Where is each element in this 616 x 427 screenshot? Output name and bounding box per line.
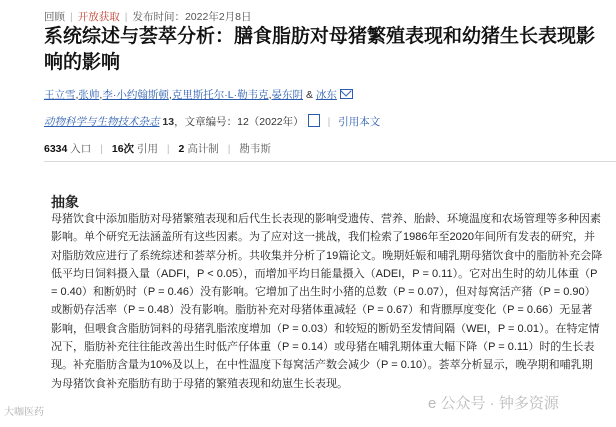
citations-label: 引用 <box>136 143 158 155</box>
watermark-left: 大咖医药 <box>4 407 44 418</box>
cite-article-link[interactable]: 引用本文 <box>338 116 381 128</box>
document-icon[interactable] <box>308 114 320 127</box>
citations-count: 16次 <box>111 143 135 155</box>
author-link[interactable]: 克里斯托尔·L·勒韦克 <box>171 89 269 101</box>
author-conjunction: & <box>305 89 313 101</box>
journal-name-link[interactable]: 动物科学与生物技术杂志 <box>44 116 160 128</box>
author-link[interactable]: 李·小约翰斯顿 <box>102 89 169 101</box>
journal-info <box>44 114 380 129</box>
publish-date: 发布时间：2022年2月8日 <box>132 11 252 23</box>
article-title: 系统综述与荟萃分析：膳食脂肪对母猪繁殖表现和幼猪生长表现影响的影响 <box>44 26 596 73</box>
divider: | <box>166 143 170 155</box>
altmetric-label: 高计制 <box>187 143 219 155</box>
author-link[interactable]: 王立雪 <box>44 89 76 101</box>
article-number: ，文章编号：12（2022年） <box>174 116 304 128</box>
article-metrics <box>44 141 271 156</box>
author-link[interactable]: 冰东 <box>315 89 337 101</box>
author-link[interactable]: 晏东阴 <box>271 89 304 101</box>
email-icon[interactable] <box>340 89 353 99</box>
accesses-count: 6334 <box>44 143 68 155</box>
journal-volume: 13 <box>162 116 175 128</box>
abstract-text: 母猪饮食中添加脂肪对母猪繁殖表现和后代生长表现的影响受遗传、营养、胎龄、环境温度和农场管理等多种因素影响。单个研究无法涵盖所有这些因素。为了应对这一挑战，我们检索了1986年至2020年间所有发表的研究，并对脂肪效应进行了系统综述和荟萃分析。共收集并分析了19篇论文。晚期妊娠和哺乳期母猪饮食中的脂肪补充会降低平均日饲料摄入量（ADFI，P < 0.05），而增加平均日能量摄入（ADEI，P = 0.11）。它对出生时的幼儿体重（P = 0.40）和断奶时（P = 0.46）没有影响。它增加了出生时小猪的总数（P = 0.07），但对每窝活产猪（P = 0.90）或断奶存活率（P = 0.48）没有影响。脂肪补充对母猪体重减轻（P = 0.67）和背膘厚度变化（P = 0.66）无显著影响，但喂食含脂肪饲料的母猪乳脂浓度增加（P = 0.03）和较短的断奶至发情间隔（WEI，P = 0.01）。在特定情况下，脂肪补充往往能改善出生时低产仔体重（P = 0.14）或母猪在哺乳期体重大幅下降（P = 0.11）时的生长表现。补充脂肪含量为10%及以上，在中性温度下每窝活产数会减少（P = 0.10）。荟萃分析显示，晚孕期和哺乳期为母猪饮食补充脂肪有助于母猪的繁殖表现和幼崽生长表现。 <box>51 213 603 390</box>
divider: | <box>227 143 231 155</box>
divider: | <box>70 10 73 23</box>
article-meta-bar <box>44 9 252 24</box>
divider: | <box>124 10 128 23</box>
altmetric-count: 2 <box>178 143 185 155</box>
metrics-details-link[interactable]: 勘韦斯 <box>239 143 271 155</box>
author-list: 王立雪,张帅,李·小约翰斯顿,克里斯托尔·L·勒韦克,晏东阴 & 冰东 <box>44 87 353 102</box>
accesses-label: 入口 <box>70 143 92 155</box>
author-link[interactable]: 张帅 <box>78 89 100 101</box>
watermark-right: e 公众号 · 钟多资源 <box>428 395 559 412</box>
section-divider <box>44 161 616 162</box>
open-access-badge[interactable]: 开放获取 <box>77 11 120 23</box>
divider: | <box>100 143 103 155</box>
article-type-label: 回顾 <box>44 11 65 23</box>
abstract-heading: 抽象 <box>51 193 79 210</box>
divider: | <box>327 116 331 128</box>
